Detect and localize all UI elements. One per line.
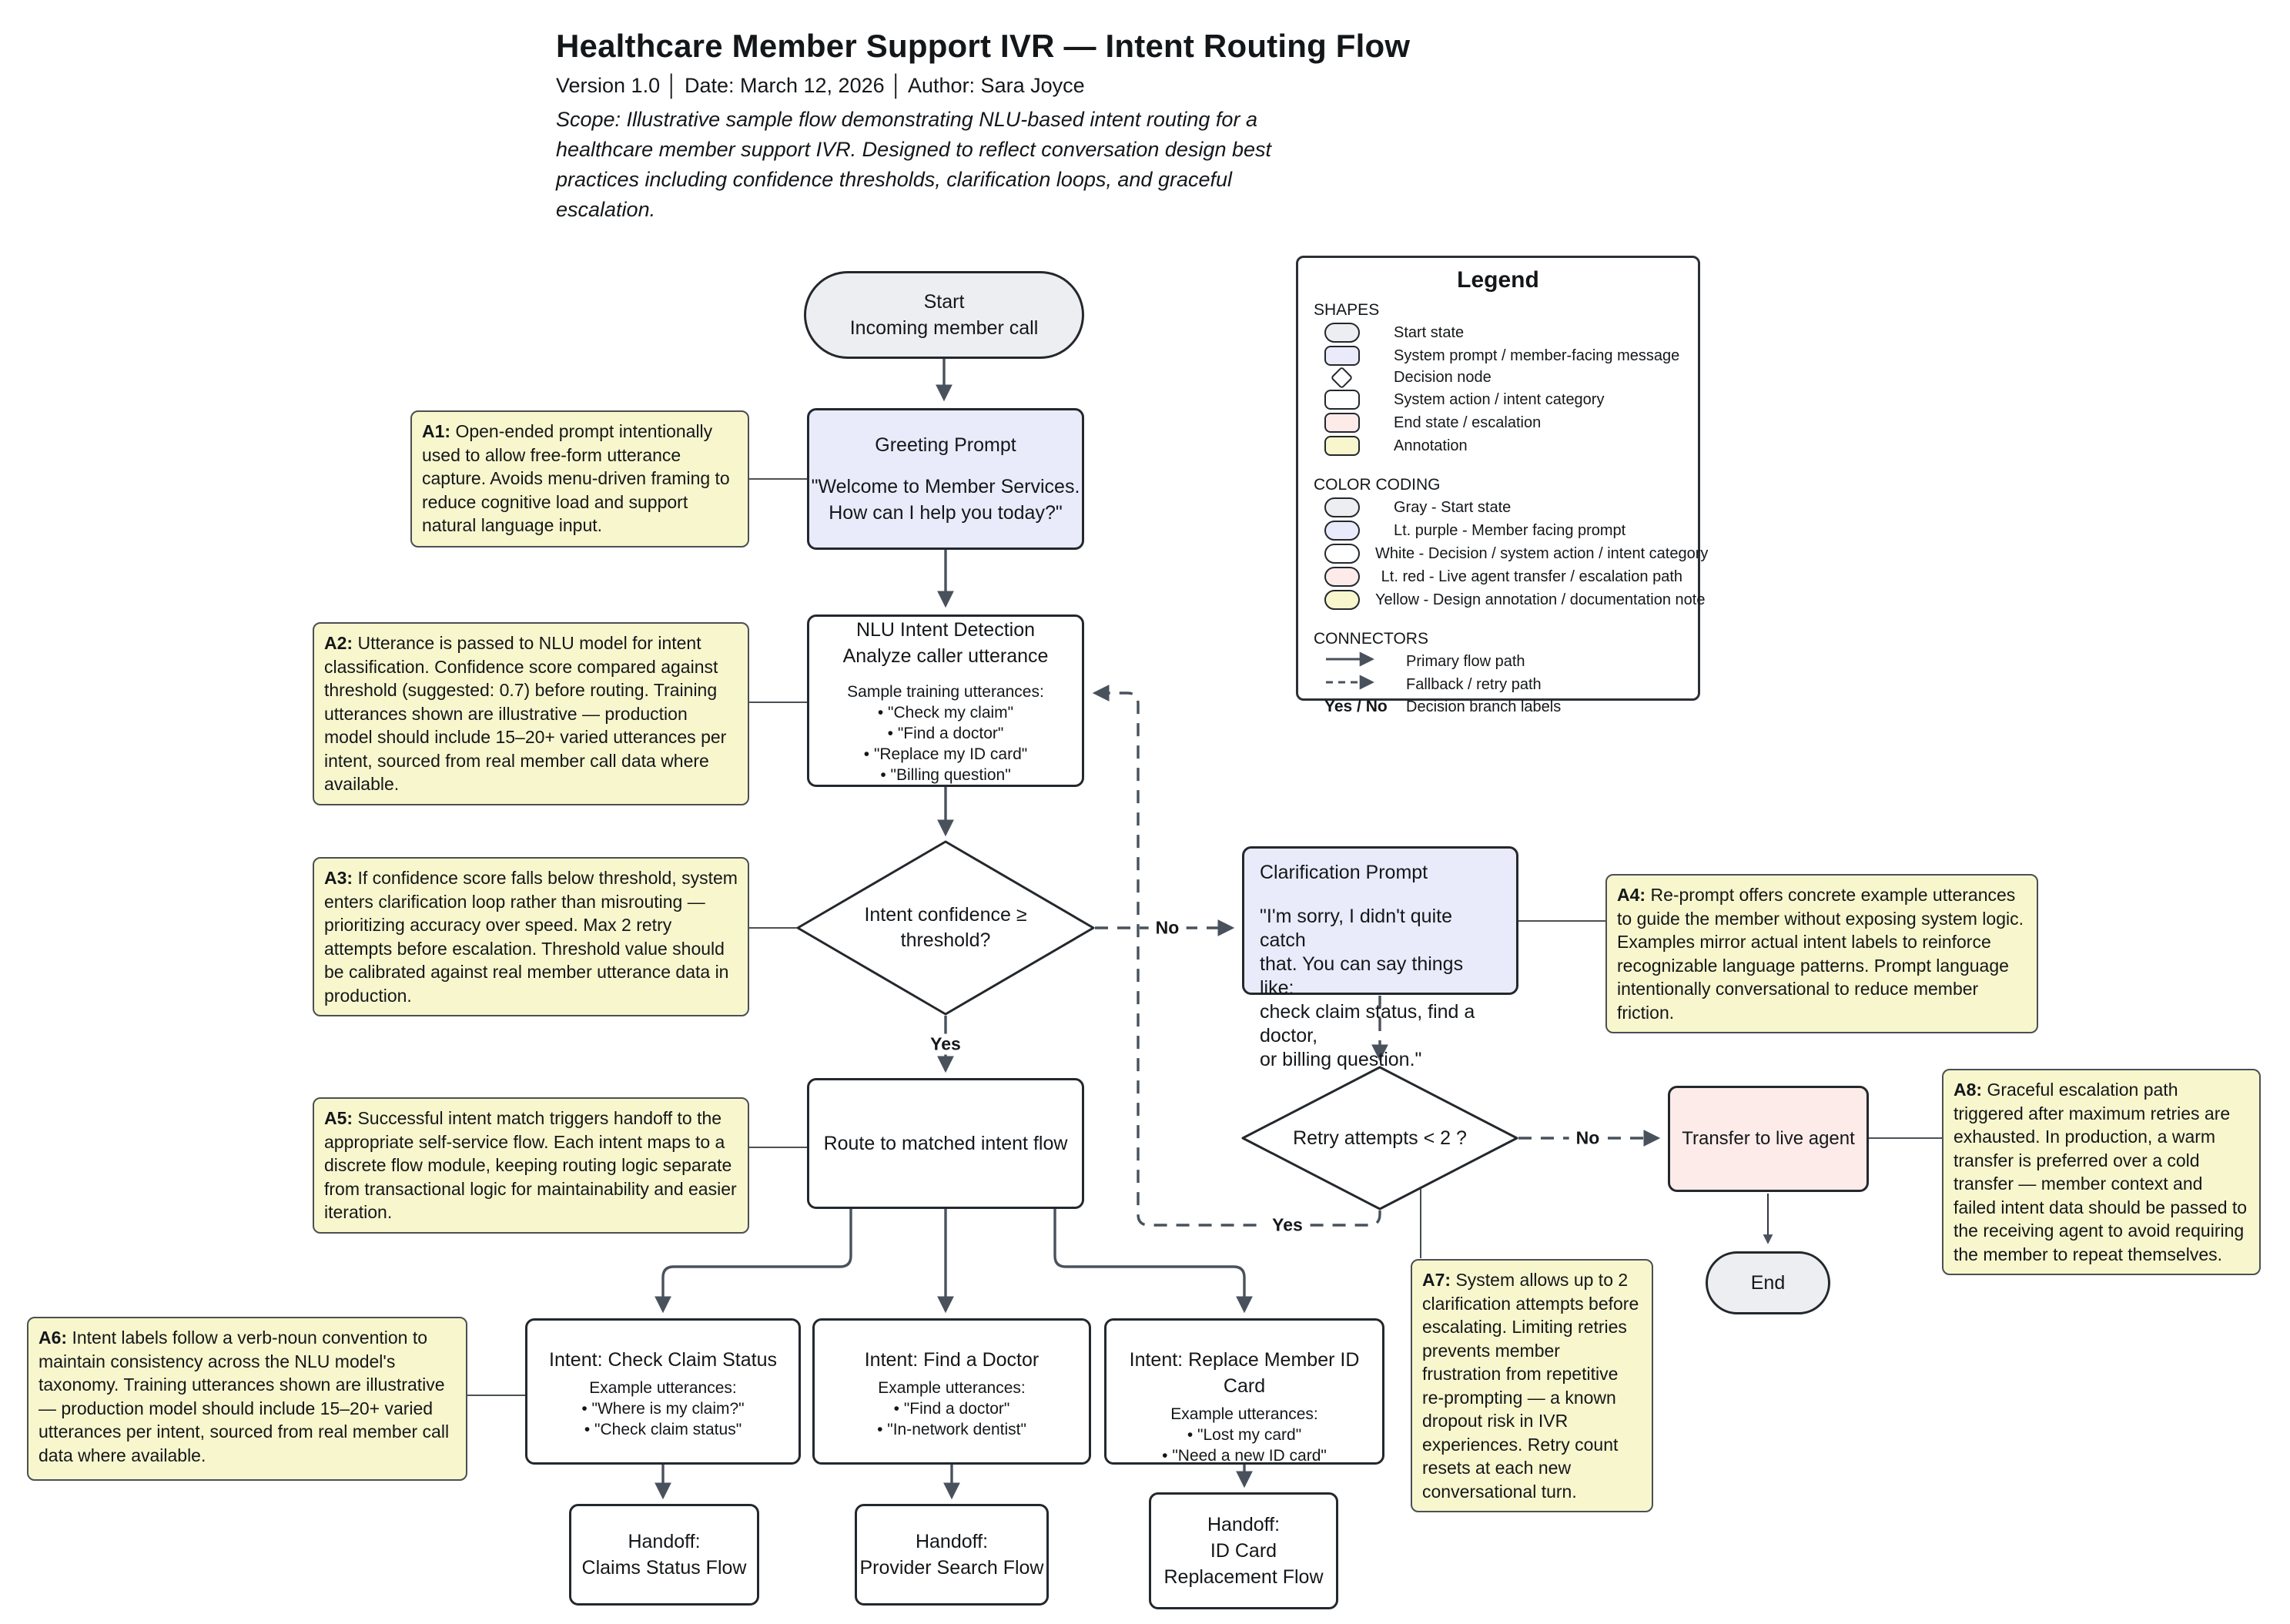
- annotation-a6: A6: Intent labels follow a verb-noun convention to maintain consistency across the NLU model's taxonomy. Training utterances shown are illustrative — production model should include 15–20+ varied utterances per intent, sourced from real member call data where available.: [27, 1317, 467, 1481]
- prompt-shape-icon: [1324, 346, 1360, 366]
- retry-yes-label: Yes: [1265, 1215, 1310, 1236]
- route-intent-node: Route to matched intent flow: [807, 1078, 1084, 1209]
- legend-row: Decision node: [1324, 369, 1682, 387]
- red-swatch: [1324, 567, 1360, 587]
- legend-shapes-header: SHAPES: [1314, 301, 1380, 319]
- solid-arrow-icon: [1324, 651, 1391, 671]
- start-shape-icon: [1324, 323, 1360, 343]
- handoff-provider-search-node: Handoff: Provider Search Flow: [855, 1504, 1049, 1606]
- legend-title: Legend: [1457, 267, 1539, 293]
- legend-row: Lt. purple - Member facing prompt: [1324, 521, 1682, 541]
- legend-row: Yellow - Design annotation / documentation note: [1324, 590, 1682, 610]
- annotation-a4: A4: Re-prompt offers concrete example utterances to guide the member without exposing system logic. Examples mirror actual intent labels to reinforce recognizable language patterns. Prompt language intentionally conversational to reduce member friction.: [1605, 874, 2038, 1033]
- confidence-no-label: No: [1149, 918, 1187, 939]
- annotation-a7: A7: System allows up to 2 clarification attempts before escalating. Limiting retries prevents member frustration from repetitive re-prompting — a known dropout risk in IVR experiences. Retry count resets at each new conversational turn.: [1411, 1259, 1653, 1512]
- dashed-arrow-icon: [1324, 675, 1391, 695]
- handoff-claims-node: Handoff: Claims Status Flow: [569, 1504, 759, 1606]
- legend-colors-header: COLOR CODING: [1314, 476, 1441, 494]
- legend-row: Yes / No Decision branch labels: [1324, 698, 1562, 715]
- retry-decision-node: Retry attempts < 2 ?: [1293, 1127, 1467, 1149]
- annotation-a8: A8: Graceful escalation path triggered after maximum retries are exhausted. In production, a warm transfer is preferred over a cold transfer — member context and failed intent data should be passed to the receiving agent to avoid requiring the member to repeat themselves.: [1942, 1069, 2261, 1275]
- clarification-prompt-node: Clarification Prompt "I'm sorry, I didn't quite catch that. You can say things like: check claim status, find a doctor, or billing question.": [1242, 846, 1518, 995]
- document-meta: Version 1.0 │ Date: March 12, 2026 │ Author: Sara Joyce: [556, 74, 1085, 97]
- page-title: Healthcare Member Support IVR — Intent Routing Flow: [556, 28, 1411, 64]
- legend-row: Start state: [1324, 323, 1682, 343]
- legend-row: End state / escalation: [1324, 413, 1682, 433]
- nlu-intent-detection-node: NLU Intent Detection Analyze caller utterance Sample training utterances: • "Check my claim" • "Find a doctor" • "Replace my ID card" • "Billing question": [807, 614, 1084, 787]
- legend-row: Annotation: [1324, 436, 1682, 456]
- yellow-swatch: [1324, 590, 1360, 610]
- white-swatch: [1324, 544, 1360, 564]
- gray-swatch: [1324, 497, 1360, 517]
- legend-row: Primary flow path: [1324, 651, 1682, 671]
- purple-swatch: [1324, 521, 1360, 541]
- scope-note: Scope: Illustrative sample flow demonstrating NLU-based intent routing for a healthcare member support IVR. Designed to reflect conversation design best practices including confidence thresholds, clarification loops, and graceful escalation.: [556, 108, 1271, 221]
- legend-row: System action / intent category: [1324, 390, 1682, 410]
- handoff-id-card-node: Handoff: ID Card Replacement Flow: [1149, 1492, 1338, 1609]
- retry-no-label: No: [1569, 1128, 1607, 1149]
- greeting-prompt-node: Greeting Prompt "Welcome to Member Services. How can I help you today?": [807, 408, 1084, 550]
- start-node: Start Incoming member call: [804, 271, 1084, 359]
- legend-connectors-header: CONNECTORS: [1314, 630, 1428, 648]
- annotation-shape-icon: [1324, 436, 1360, 456]
- legend-panel: [1296, 256, 1709, 715]
- annotation-a2: A2: Utterance is passed to NLU model for intent classification. Confidence score compared against threshold (suggested: 0.7) before routing. Training utterances shown are illustrative — production model should include 15–20+ varied utterances per intent, sourced from real member call data where available.: [313, 622, 749, 805]
- annotation-a1: A1: Open-ended prompt intentionally used to allow free-form utterance capture. Avoids menu-driven framing to reduce cognitive load and support natural language input.: [410, 410, 749, 547]
- intent-check-claim-node: Intent: Check Claim Status Example utterances: • "Where is my claim?" • "Check claim status": [525, 1318, 801, 1465]
- yes-no-key: Yes / No: [1324, 698, 1388, 715]
- legend-row: System prompt / member-facing message: [1324, 346, 1682, 366]
- transfer-live-agent-node: Transfer to live agent: [1668, 1086, 1869, 1192]
- legend-row: Gray - Start state: [1324, 497, 1682, 517]
- end-node: End: [1706, 1251, 1830, 1314]
- legend-row: White - Decision / system action / intent category: [1324, 544, 1682, 564]
- annotation-a3: A3: If confidence score falls below threshold, system enters clarification loop rather than misrouting — prioritizing accuracy over speed. Max 2 retry attempts before escalation. Threshold value should be calibrated against real member utterance data in production.: [313, 857, 749, 1016]
- legend-row: Lt. red - Live agent transfer / escalation path: [1324, 567, 1682, 587]
- confidence-yes-label: Yes: [923, 1034, 968, 1055]
- legend-row: Fallback / retry path: [1324, 675, 1682, 695]
- action-shape-icon: [1324, 390, 1360, 410]
- confidence-decision-node: Intent confidence ≥ threshold?: [864, 904, 1027, 951]
- annotation-a5: A5: Successful intent match triggers handoff to the appropriate self-service flow. Each intent maps to a discrete flow module, keeping routing logic separate from transactional logic for maintainability and easier iteration.: [313, 1097, 749, 1234]
- end-shape-icon: [1324, 413, 1360, 433]
- intent-find-doctor-node: Intent: Find a Doctor Example utterances: • "Find a doctor" • "In-network dentist": [812, 1318, 1091, 1465]
- intent-replace-id-card-node: Intent: Replace Member ID Card Example utterances: • "Lost my card" • "Need a new ID card": [1104, 1318, 1384, 1465]
- decision-shape-icon: [1331, 367, 1354, 390]
